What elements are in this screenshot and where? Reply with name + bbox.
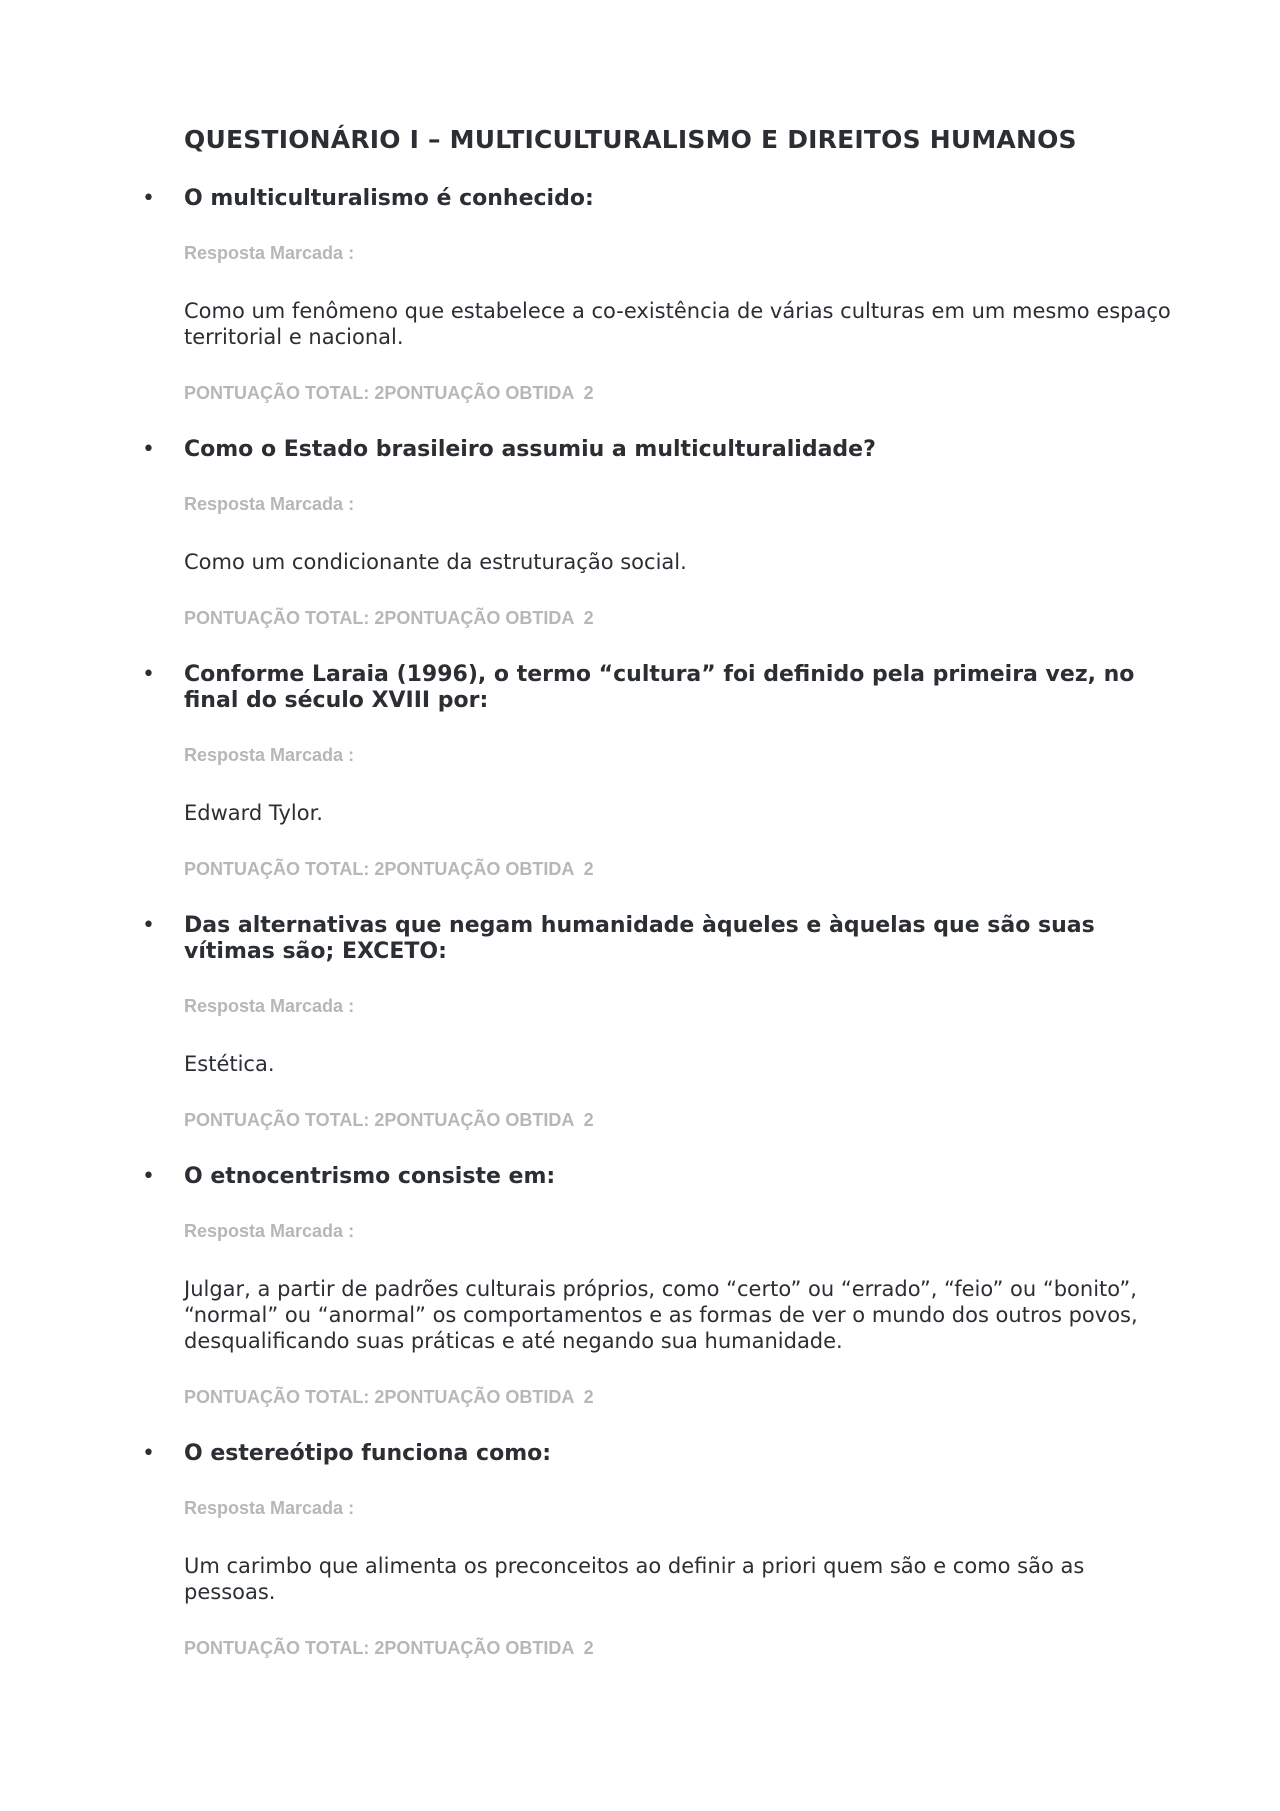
answer-text: Julgar, a partir de padrões culturais próprios, como “certo” ou “errado”, “feio” ou “bonito”, “normal” ou “anormal” os comportamentos e as formas de ver o mundo dos outros povos, desqualificando suas práticas e até negando sua humanidade. <box>184 1277 1138 1353</box>
bullet-icon: • <box>142 437 155 462</box>
bullet-icon: • <box>142 662 155 687</box>
answer-text: Estética. <box>184 1052 275 1076</box>
answer-label: Resposta Marcada : <box>184 1498 355 1518</box>
question-text: O multiculturalismo é conhecido: <box>184 186 594 211</box>
score-text: PONTUAÇÃO TOTAL: 2PONTUAÇÃO OBTIDA 2 <box>184 383 594 403</box>
question-item-4 <box>142 911 1174 1131</box>
answer-label: Resposta Marcada : <box>184 1221 355 1241</box>
score-text: PONTUAÇÃO TOTAL: 2PONTUAÇÃO OBTIDA 2 <box>184 608 594 628</box>
score-text: PONTUAÇÃO TOTAL: 2PONTUAÇÃO OBTIDA 2 <box>184 1387 594 1407</box>
question-item-1 <box>142 184 1174 404</box>
answer-label: Resposta Marcada : <box>184 996 355 1016</box>
bullet-icon: • <box>142 913 155 938</box>
question-text: Das alternativas que negam humanidade àqueles e àquelas que são suas vítimas são; EXCETO: <box>184 913 1095 964</box>
answer-label: Resposta Marcada : <box>184 243 355 263</box>
question-item-3 <box>142 660 1174 880</box>
question-text: Conforme Laraia (1996), o termo “cultura” foi definido pela primeira vez, no final do século XVIII por: <box>184 662 1135 713</box>
document-page <box>142 124 1174 1659</box>
answer-text: Como um condicionante da estruturação social. <box>184 550 687 574</box>
bullet-icon: • <box>142 1441 155 1466</box>
question-item-6 <box>142 1439 1174 1659</box>
answer-label: Resposta Marcada : <box>184 745 355 765</box>
question-text: Como o Estado brasileiro assumiu a multiculturalidade? <box>184 437 876 462</box>
score-text: PONTUAÇÃO TOTAL: 2PONTUAÇÃO OBTIDA 2 <box>184 1110 594 1130</box>
answer-text: Um carimbo que alimenta os preconceitos ao definir a priori quem são e como são as pessoas. <box>184 1554 1085 1604</box>
question-text: O etnocentrismo consiste em: <box>184 1164 556 1189</box>
answer-text: Edward Tylor. <box>184 801 323 825</box>
page-title: QUESTIONÁRIO I – MULTICULTURALISMO E DIREITOS HUMANOS <box>184 125 1077 154</box>
answer-label: Resposta Marcada : <box>184 494 355 514</box>
question-item-2 <box>142 435 1174 629</box>
score-text: PONTUAÇÃO TOTAL: 2PONTUAÇÃO OBTIDA 2 <box>184 859 594 879</box>
bullet-icon: • <box>142 1164 155 1189</box>
answer-text: Como um fenômeno que estabelece a co-existência de várias culturas em um mesmo espaço territorial e nacional. <box>184 299 1171 349</box>
question-item-5 <box>142 1162 1174 1408</box>
bullet-icon: • <box>142 186 155 211</box>
score-text: PONTUAÇÃO TOTAL: 2PONTUAÇÃO OBTIDA 2 <box>184 1638 594 1658</box>
question-text: O estereótipo funciona como: <box>184 1441 552 1466</box>
